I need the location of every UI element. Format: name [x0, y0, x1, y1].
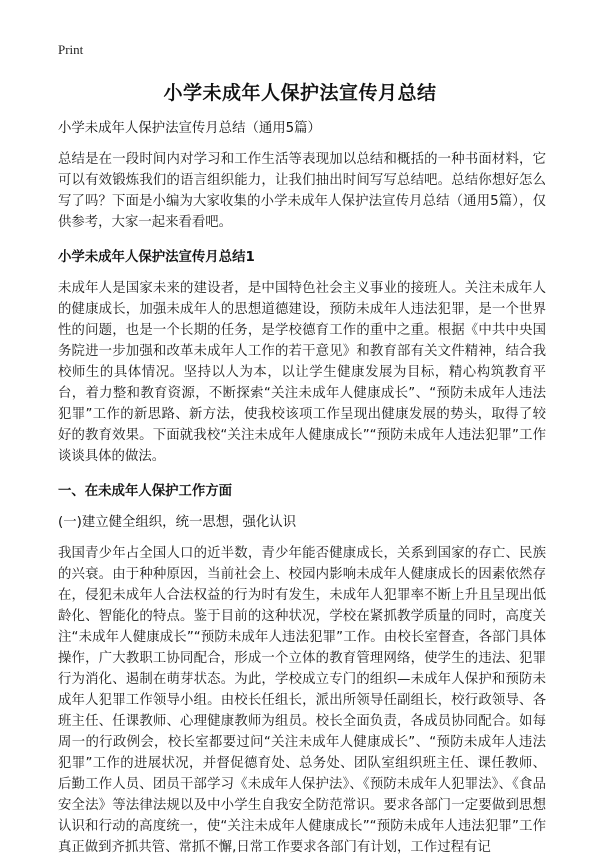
section-paragraph: 未成年人是国家未来的建设者，是中国特色社会主义事业的接班人。关注未成年人的健康成长，加强未成年人的思想道德建设，预防未成年人违法犯罪，是一个世界性的问题，也是一个长期的任务，是学校德育工作的重中之重。根据《中共中央国务院进一步加强和改革未成年人工作的若干意见》和教育部有关文件精神，结合我校师生的具体情况。坚持以人为本，以让学生健康发展为目标，精心构筑教育平台，着力整和教育资源，不断探索“关注未成年人健康成长”、“预防未成年人违法犯罪”工作的新思路、新方法，使我校该项工作呈现出健康发展的势头，取得了较好的教育效果。下面就我校“关注未成年人健康成长”“预防未成年人违法犯罪”工作谈谈具体的做法。 [58, 281, 546, 464]
document-title: 小学未成年人保护法宣传月总结 [163, 82, 437, 104]
document-subtitle: 小学未成年人保护法宣传月总结（通用5篇） [58, 121, 321, 136]
section-heading: 小学未成年人保护法宣传月总结1 [58, 250, 255, 265]
intro-paragraph: 总结是在一段时间内对学习和工作生活等表现加以总结和概括的一种书面材料，它可以有效锻炼我们的语言组织能力，让我们抽出时间写写总结吧。总结你想好怎么写了吗？下面是小编为大家收集的小学未成年人保护法宣传月总结（通用5篇），仅供参考，大家一起来看看吧。 [58, 152, 546, 230]
part-paragraph: 我国青少年占全国人口的近半数，青少年能否健康成长，关系到国家的存亡、民族的兴衰。由于种种原因，当前社会上、校园内影响未成年人健康成长的因素依然存在，侵犯未成年人合法权益的行为时有发生，未成年人犯罪率不断上升且呈现出低龄化、智能化的特点。鉴于目前的这种状况，学校在紧抓教学质量的同时，高度关注“未成年人健康成长”“预防未成年人违法犯罪”工作。由校长室督查，各部门具体操作，广大教职工协同配合，形成一个立体的教育管理网络，使学生的违法、犯罪行为消化、遏制在萌芽状态。为此，学校成立专门的组织—未成年人保护和预防未成年人犯罪工作领导小组。由校长任组长，派出所领导任副组长，校行政领导、各班主任、任课教师、心理健康教师为组员。校长全面负责，各成员协同配合。如每周一的行政例会，校长室都要过问“关注未成年人健康成长”、“预防未成年人违法犯罪”工作的进展状况，并督促德育处、总务处、团队室组织班主任、课任教师、后勤工作人员、团员干部学习《未成年人保护法》、《预防未成年人犯罪法》、《食品安全法》等法律法规以及中小学生自我安全防范常识。要求各部门一定要做到思想认识和行动的高度统一，使“关注未成年人健康成长”“预防未成年人违法犯罪”工作真正做到齐抓共管、常抓不懈,日常工作要求各部门有计划，工作过程有记 [58, 546, 546, 855]
document-body [58, 118, 546, 858]
part-sub-heading: (一)建立健全组织，统一思想，强化认识 [58, 515, 297, 530]
spacer [58, 502, 546, 512]
spacer [58, 268, 546, 278]
spacer [58, 233, 546, 247]
spacer [58, 467, 546, 481]
spacer [58, 533, 546, 543]
part-heading: 一、在未成年人保护工作方面 [58, 484, 233, 499]
print-link[interactable]: Print [58, 42, 84, 57]
